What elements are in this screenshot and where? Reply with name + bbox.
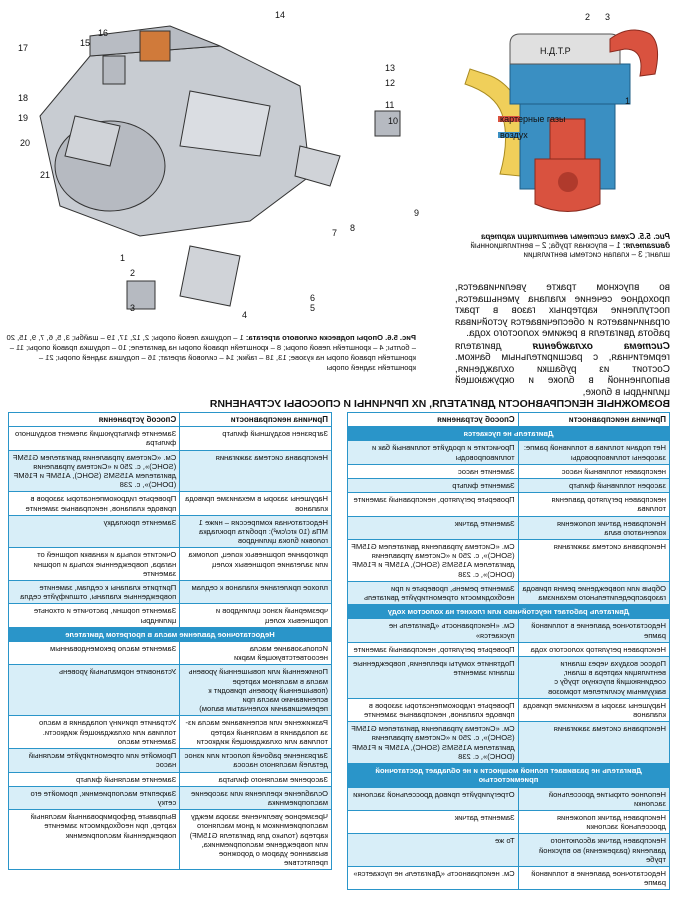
- cause-cell: пригорание поршневых колец, поломка или залегание поршневых колец: [180, 548, 332, 581]
- table-row: [348, 810, 670, 833]
- table-row: [348, 722, 670, 764]
- cause-cell: Неисправен датчик положения коленчатого вала: [518, 516, 669, 539]
- table-row: [348, 581, 670, 604]
- callout-3: 3: [130, 303, 136, 313]
- table-row: [348, 493, 670, 516]
- piston: [550, 119, 585, 159]
- fix-cell: Проверьте регулятор, неисправный замените: [348, 642, 519, 656]
- cause-cell: Неполное открытие дроссельной заслонки: [518, 787, 669, 810]
- ventilation-caption-title: Рис. 5.5. Схема системы вентиляции картера двигателя:: [480, 232, 670, 250]
- cause-cell: Недостаточное давление в топливной рампе: [518, 619, 669, 642]
- table-row: [348, 657, 670, 699]
- section-title: Двигатель работает неустойчиво или глохнет на холостом ходу: [348, 605, 670, 619]
- fix-cell: Прочистите и продуйте топливный бак и топливопроводы: [348, 441, 519, 464]
- engine-caption-text: 1 – подушка левой опоры; 2, 12, 17, 19 – шайбы; 3, 5, 6, 7, 9, 15, 20 – болты; 4 – кронштейн левой опоры; 8 – кронштейн правой опоры на двигателе; 10 – подушка правой опоры; 11 – кронштейн правой опоры на кузове; 13, 18 – гайки; 14 – силовой агрегат; 16 – подушка задней опоры; 21 – кронштейн задней опоры: [6, 333, 416, 372]
- table-row: [9, 492, 332, 515]
- callout-14: 14: [275, 10, 286, 20]
- section-row: [348, 427, 670, 441]
- cause-cell: Загрязнен воздушный фильтр: [180, 427, 332, 450]
- table-row: [348, 464, 670, 478]
- cause-cell: Загрязнение рабочей полости или износ деталей масляного насоса: [180, 749, 332, 772]
- fix-cell: См. «Система управления двигателем G15MF (SOHC)», с. 250 и «Система управления двигателем A15SMS (SOHC), A15MF и F16MF (DOHC)», с. 238: [348, 722, 519, 764]
- cause-cell: Нет подачи топлива в топливной рампе: засорены топливопроводы: [518, 441, 669, 464]
- fix-cell: Замените прокладку: [9, 515, 180, 548]
- fault-table-right-body: [9, 427, 332, 870]
- fix-cell: Замените фильтрующий элемент воздушного фильтра: [9, 427, 180, 450]
- table-row: [348, 516, 670, 539]
- body-paragraph-2-text: двигателя герметичная, с расширительным бачком. Состоит из рубашки охлаждения, выполненной в блоке и окружающей цилиндры в блоке,: [455, 340, 670, 398]
- callout-9: 9: [414, 208, 420, 218]
- table-row: [348, 866, 670, 889]
- cause-cell: плохое прилегание клапанов к седлам: [180, 581, 332, 604]
- callout-3: 3: [605, 12, 611, 22]
- table-row: [9, 749, 332, 772]
- callout-19: 19: [18, 113, 29, 123]
- callout-17: 17: [18, 43, 29, 53]
- fix-cell: Замените датчик: [348, 810, 519, 833]
- cause-header: Причина неисправности: [180, 413, 332, 427]
- engine-caption-title: Рис. 5.6. Опоры подвески силового агрегата:: [245, 333, 416, 342]
- table-row: [9, 772, 332, 786]
- fix-cell: Проверьте гидрокомпенсаторы зазоров в приводе клапанов, неисправные замените: [9, 492, 180, 515]
- fix-cell: Устраните причину попадания в масло топлива или охлаждающей жидкости. Замените масло: [9, 716, 180, 749]
- cause-cell: Чрезмерное увеличение зазора между маслоприемником и дном масляного картера (только для двигателя G15MF) или повреждение маслоприемника, вызванное ударом о дорожное препятствие: [180, 810, 332, 870]
- cause-cell: Использование масла несоответствующей марки: [180, 642, 332, 665]
- gas-legend-label: картерные газы: [500, 114, 566, 124]
- body-text: [455, 282, 670, 399]
- table-row: [9, 665, 332, 716]
- table-row: [9, 604, 332, 627]
- ventilation-caption: [460, 232, 670, 259]
- fix-cell: См. неисправность «Двигатель не пускается»: [348, 866, 519, 889]
- callout-7: 7: [332, 228, 338, 238]
- section-row: [9, 627, 332, 641]
- table-row: [348, 479, 670, 493]
- table-row: [348, 642, 670, 656]
- callout-1: 1: [120, 253, 126, 263]
- engine-head-label: Н.Д.Т.Р: [540, 46, 571, 56]
- table-row: [9, 427, 332, 450]
- cause-cell: Неисправен датчик положения дроссельной заслонки: [518, 810, 669, 833]
- fix-cell: Замените поршни, расточите и отхоньте цилиндры: [9, 604, 180, 627]
- callout-1: 1: [625, 96, 631, 106]
- table-row: [348, 787, 670, 810]
- body-paragraph-2: [455, 341, 670, 399]
- table-header-row: [9, 413, 332, 427]
- table-row: [348, 698, 670, 721]
- fix-cell: См. «Система управления двигателем G15MF (SOHC)», с. 250 и «Система управления двигателем A15SMS (SOHC), A15MF и F16MF (DOHC)», с. 238: [348, 540, 519, 582]
- fix-cell: Отрегулируйте привод дроссельной заслонки: [348, 787, 519, 810]
- callout-15: 15: [80, 38, 91, 48]
- fix-cell: Замените масло рекомендованным: [9, 642, 180, 665]
- fix-cell: Очистите кольца и канавки поршней от нагара, поврежденные кольца и поршни замените: [9, 548, 180, 581]
- fix-cell: Закрепите маслоприемник, промойте его сетку: [9, 786, 180, 809]
- fault-table-right: [8, 412, 332, 870]
- callout-2: 2: [130, 268, 136, 278]
- section-row: [348, 605, 670, 619]
- engine-mounts-diagram: [8, 6, 420, 324]
- callout-8: 8: [350, 223, 356, 233]
- fix-cell: Замените фильтр: [348, 479, 519, 493]
- left-mount-bracket: [180, 246, 240, 306]
- cause-cell: Неисправна система зажигания: [518, 722, 669, 764]
- section-title: Недостаточное давление масла в прогретом двигателе: [9, 627, 332, 641]
- section-heading: ВОЗМОЖНЫЕ НЕИСПРАВНОСТИ ДВИГАТЕЛЯ, ИХ ПРИЧИНЫ И СПОСОБЫ УСТРАНЕНИЯ: [209, 398, 670, 410]
- cause-cell: Недостаточная компрессия – ниже 1 МПа (10 кгс/см²): пробита прокладка головки блока цилиндров: [180, 515, 332, 548]
- table-header-row: [348, 413, 670, 427]
- cause-cell: неисправен регулятор давления топлива: [518, 493, 669, 516]
- section-row: [348, 764, 670, 787]
- callout-13: 13: [385, 63, 396, 73]
- fix-cell: Замените датчик: [348, 516, 519, 539]
- rear-mount-cushion: [103, 56, 125, 84]
- engine-mounts-caption: [4, 333, 416, 373]
- callout-6: 6: [310, 293, 316, 303]
- ventilation-caption-text: 1 – впускная труба; 2 – вентиляционный шланг; 3 – клапан системы вентиляции: [470, 241, 670, 259]
- callout-11: 11: [385, 100, 395, 110]
- callout-5: 5: [310, 303, 316, 313]
- fix-cell: См. «Неисправность «Двигатель не пускается»: [348, 619, 519, 642]
- fix-header: Способ устранения: [9, 413, 180, 427]
- fix-cell: Замените насос: [348, 464, 519, 478]
- table-row: [348, 540, 670, 582]
- callout-12: 12: [385, 78, 396, 88]
- cause-cell: чрезмерный износ цилиндров и поршневых колец: [180, 604, 332, 627]
- cause-cell: Нарушены зазоры в механизме привода клапанов: [518, 698, 669, 721]
- ventilation-figure: [455, 4, 670, 232]
- ventilation-diagram: [455, 4, 670, 232]
- cause-cell: засорен топливный фильтр: [518, 479, 669, 493]
- table-row: [9, 450, 332, 492]
- section-title: Двигатель не пускается: [348, 427, 670, 441]
- table-row: [9, 581, 332, 604]
- callout-2: 2: [585, 12, 591, 22]
- fix-cell: Проверьте регулятор, неисправный замените: [348, 493, 519, 516]
- body-lead: Система охлаждения: [532, 340, 670, 352]
- cause-cell: Ослабление крепления или засорение маслоприемника: [180, 786, 332, 809]
- fix-cell: Установите нормальный уровень: [9, 665, 180, 716]
- callout-10: 10: [388, 116, 399, 126]
- fix-cell: Подтяните хомуты крепления, поврежденные шланги замените: [348, 657, 519, 699]
- cause-cell: Засорение масляного фильтра: [180, 772, 332, 786]
- table-row: [9, 716, 332, 749]
- fix-cell: Притрите клапаны к седлам, замените поврежденные клапаны, отшлифуйте седла: [9, 581, 180, 604]
- fix-cell: Замените масляный фильтр: [9, 772, 180, 786]
- fix-header: Способ устранения: [348, 413, 519, 427]
- callout-16: 16: [98, 28, 109, 38]
- fix-cell: См. «Система управления двигателем G15MF (SOHC)», с. 250 и «Система управления двигателем A15SMS (SOHC), A15MF и F16MF (DOHC)», с. 238: [9, 450, 180, 492]
- callout-18: 18: [18, 93, 29, 103]
- table-row: [348, 619, 670, 642]
- cause-cell: Разжижение или вспенивание масла из-за попадания в масляный картер топлива или охлаждающей жидкости: [180, 716, 332, 749]
- cause-cell: Нарушены зазоры в механизме привода клапанов: [180, 492, 332, 515]
- cause-cell: Неисправен датчик абсолютного давления (разрежения) во впускной трубе: [518, 834, 669, 867]
- table-row: [348, 441, 670, 464]
- cause-cell: Неисправна система зажигания: [180, 450, 332, 492]
- table-row: [348, 834, 670, 867]
- cause-header: Причина неисправности: [518, 413, 669, 427]
- table-row: [9, 548, 332, 581]
- body-paragraph-1: во впускном тракте увеличивается, проходное сечение клапана уменьшается, поступление картерных газов в тракт ограничивается и обеспечивается устойчивая работа двигателя в режиме холостого хода.: [455, 282, 670, 339]
- cause-cell: Неисправен регулятор холостого хода: [518, 642, 669, 656]
- fault-table-left: [347, 412, 670, 890]
- engine-mounts-figure: [8, 6, 420, 324]
- callout-4: 4: [242, 310, 248, 320]
- callout-20: 20: [20, 138, 31, 148]
- cause-cell: неисправен топливный насос: [518, 464, 669, 478]
- fault-table-left-body: [348, 427, 670, 890]
- cause-cell: Неисправна система зажигания: [518, 540, 669, 582]
- fix-cell: То же: [348, 834, 519, 867]
- fix-cell: Выправьте деформированный масляный картер, при необходимости замените поврежденный маслоприемник: [9, 810, 180, 870]
- fix-cell: Замените ремень, проверьте и при необходимости отремонтируйте двигатель: [348, 581, 519, 604]
- cause-cell: Недостаточное давление в топливной рампе: [518, 866, 669, 889]
- table-row: [9, 642, 332, 665]
- table-row: [9, 810, 332, 870]
- table-row: [9, 515, 332, 548]
- section-title: Двигатель не развивает полной мощности и не обладает достаточной приемистостью: [348, 764, 670, 787]
- fix-cell: Проверьте гидрокомпенсаторы зазоров в приводе клапанов, неисправные замените: [348, 698, 519, 721]
- table-row: [9, 786, 332, 809]
- cause-cell: Обрыв или повреждение ремня привода газораспределительного механизма: [518, 581, 669, 604]
- callout-21: 21: [40, 170, 51, 180]
- cause-cell: Подсос воздуха через шланги вентиляции картера в шланг, соединяющий впускную трубу с вакуумным усилителем тормозов: [518, 657, 669, 699]
- cause-cell: Пониженный или повышенный уровень масла в масляном картере (повышенный уровень приводит к вспениванию масла при перемешивании коленчатым валом): [180, 665, 332, 716]
- air-legend-label: воздух: [500, 130, 528, 140]
- fix-cell: Промойте или отремонтируйте масляный насос: [9, 749, 180, 772]
